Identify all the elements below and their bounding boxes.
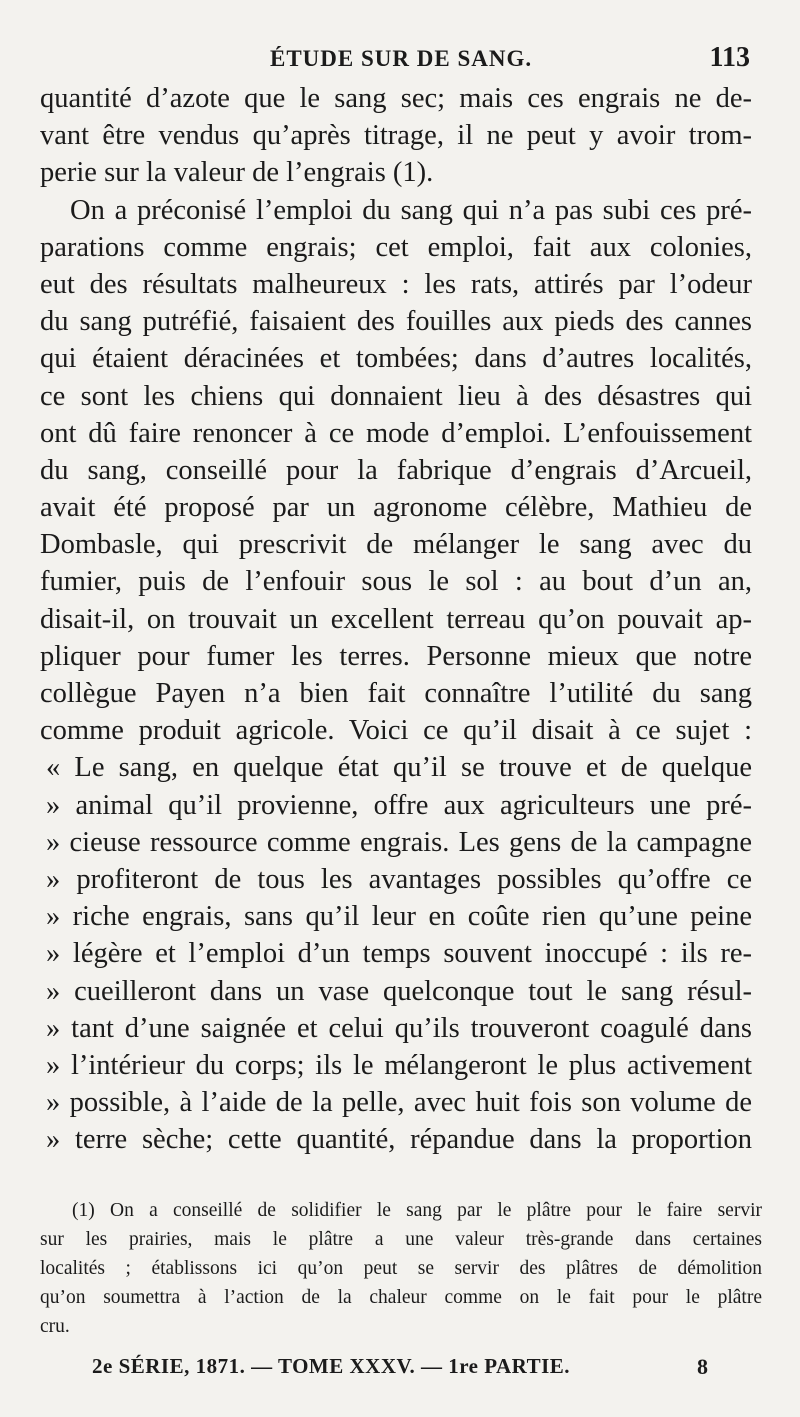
quote-line: » terre sèche; cette quantité, répandue dans la proportion: [46, 1124, 752, 1156]
text-line: Dombasle, qui prescrivit de mélanger le sang avec du: [40, 529, 752, 561]
quote-line: « Le sang, en quelque état qu’il se trouve et de quelque: [46, 752, 752, 784]
running-title: ÉTUDE SUR DE SANG.: [270, 46, 533, 71]
text-line: fumier, puis de l’enfouir sous le sol : au bout d’un an,: [40, 566, 752, 598]
footnote-line: qu’on soumettra à l’action de la chaleur comme on le fait pour le plâtre: [40, 1287, 762, 1308]
text-line: perie sur la valeur de l’engrais (1).: [40, 157, 434, 189]
footnote-line: (1) On a conseillé de solidifier le sang par le plâtre pour le faire servir: [72, 1200, 762, 1221]
text-line: pliquer pour fumer les terres. Personne mieux que notre: [40, 640, 752, 672]
quote-line: » profiteront de tous les avantages possibles qu’offre ce: [46, 863, 752, 895]
text-line: ont dû faire renoncer à ce mode d’emploi. L’enfouissement: [40, 417, 752, 449]
text-line: vant être vendus qu’après titrage, il ne peut y avoir trom-: [40, 120, 752, 152]
text-line: du sang, conseillé pour la fabrique d’engrais d’Arcueil,: [40, 454, 752, 486]
quote-line: » riche engrais, sans qu’il leur en coûte rien qu’une peine: [46, 901, 752, 933]
page-footer: [0, 1354, 800, 1384]
text-line: parations comme engrais; cet emploi, fait aux colonies,: [40, 231, 752, 263]
footnote-line: cru.: [40, 1316, 70, 1337]
signature-mark: 8: [697, 1354, 708, 1379]
series-imprint: 2e SÉRIE, 1871. — TOME XXXV. — 1re PARTIE.: [92, 1354, 571, 1378]
footnote: [40, 1196, 762, 1341]
quote-line: » cueilleront dans un vase quelconque tout le sang résul-: [46, 975, 752, 1007]
footnote-line: localités ; établissons ici qu’on peut se servir des plâtres de démolition: [40, 1258, 762, 1279]
page-number: 113: [709, 42, 750, 73]
text-line: collègue Payen n’a bien fait connaître l’utilité du sang: [40, 678, 752, 709]
text-line: du sang putréfié, faisaient des fouilles aux pieds des cannes: [40, 306, 752, 338]
quote-line: » tant d’une saignée et celui qu’ils trouveront coagulé dans: [46, 1012, 752, 1044]
footnote-line: sur les prairies, mais le plâtre a une valeur très-grande dans certaines: [40, 1229, 762, 1250]
text-line: quantité d’azote que le sang sec; mais ces engrais ne de-: [40, 83, 752, 114]
text-line: comme produit agricole. Voici ce qu’il disait à ce sujet :: [40, 715, 752, 747]
quote-line: » légère et l’emploi d’un temps souvent inoccupé : ils re-: [46, 938, 752, 970]
quote-line: » animal qu’il provienne, offre aux agriculteurs une pré-: [46, 789, 752, 821]
running-head: [0, 42, 800, 76]
text-line: ce sont les chiens qui donnaient lieu à des désastres qui: [40, 380, 752, 412]
text-line: avait été proposé par un agronome célèbre, Mathieu de: [40, 492, 752, 524]
text-line: qui étaient déracinées et tombées; dans d’autres localités,: [40, 343, 752, 375]
quote-line: » possible, à l’aide de la pelle, avec huit fois son volume de: [46, 1087, 752, 1119]
text-line: On a préconisé l’emploi du sang qui n’a pas subi ces pré-: [70, 194, 752, 226]
text-line: disait-il, on trouvait un excellent terreau qu’on pouvait ap-: [40, 603, 752, 635]
quote-line: » l’intérieur du corps; ils le mélangeront le plus activement: [46, 1049, 752, 1081]
body-text: [40, 80, 752, 1158]
quote-line: » cieuse ressource comme engrais. Les gens de la campagne: [46, 826, 752, 858]
text-line: eut des résultats malheureux : les rats, attirés par l’odeur: [40, 268, 752, 300]
